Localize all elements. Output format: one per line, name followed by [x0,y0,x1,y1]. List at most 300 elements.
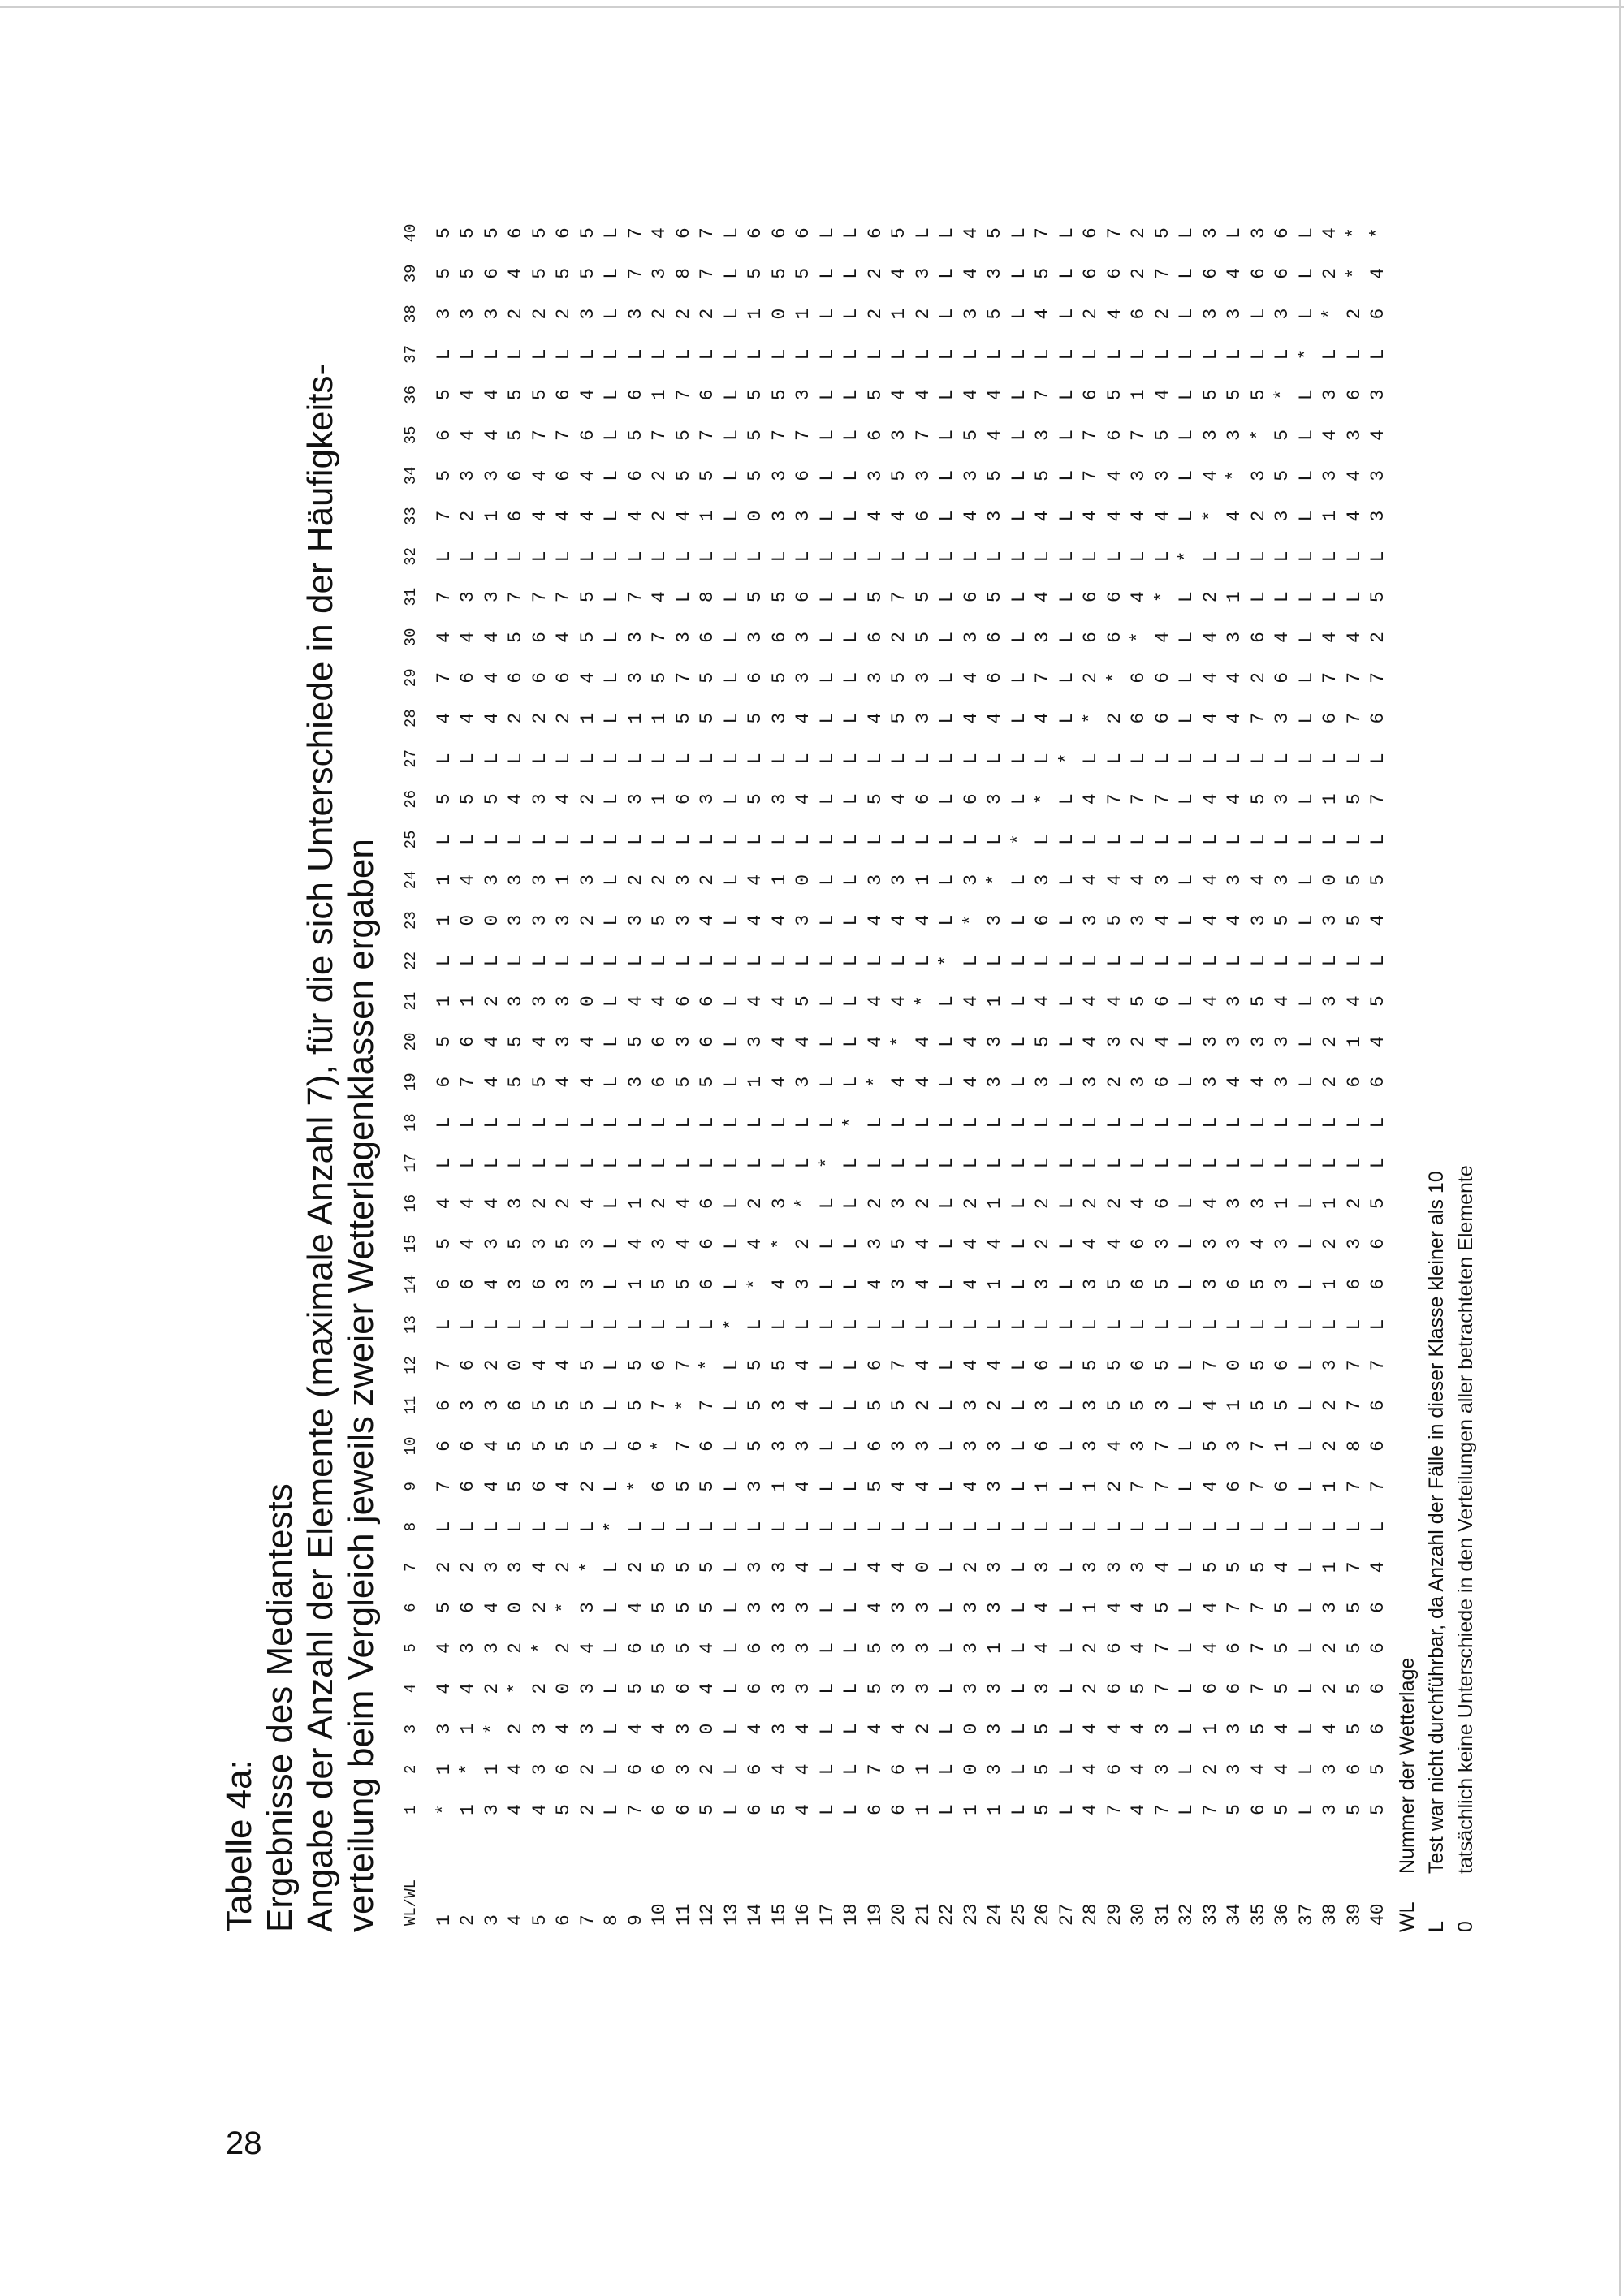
table-cell: 6 [745,1804,767,1816]
table-cell: 6 [1104,591,1125,603]
table-cell: 5 [433,1238,455,1249]
table-row [888,213,912,1932]
column-header: 30 [402,628,420,647]
column-header: 27 [402,749,420,768]
table-cell: L [793,1318,814,1331]
table-cell: 5 [960,429,982,441]
table-cell: 2 [505,308,527,320]
table-cell: 5 [433,793,455,805]
table-cell: 3 [505,1278,527,1290]
table-cell: 7 [768,429,790,441]
table-cell: L [1008,389,1030,401]
table-cell: 0 [697,1723,719,1735]
table-cell: 7 [1247,712,1269,724]
table-cell: 2 [697,308,719,320]
table-cell: 3 [745,1602,767,1614]
table-cell: L [840,1521,862,1533]
table-cell: L [1176,1318,1198,1331]
table-cell: 1 [745,308,767,320]
column-header: 17 [402,1153,420,1172]
table-cell: 6 [1343,1278,1365,1290]
table-cell: L [1367,1521,1389,1533]
table-cell: 2 [529,1198,551,1210]
table-cell: 6 [1224,1480,1246,1492]
table-cell: L [481,1157,503,1169]
table-row [624,213,648,1932]
table-cell: 5 [1272,1682,1294,1694]
table-cell: 4 [1272,1561,1294,1573]
table-cell: L [936,1804,958,1816]
table-cell: 4 [1367,914,1389,926]
table-cell: L [840,1561,862,1573]
table-cell: 0 [793,874,814,886]
table-cell: 6 [1367,1682,1389,1694]
table-cell: 5 [1367,591,1389,603]
table-cell: 1 [433,914,455,926]
column-header: 37 [402,345,420,364]
table-cell: 3 [888,874,910,886]
table-cell: L [1080,1521,1102,1533]
table-cell: L [912,227,934,239]
table-cell: 4 [1272,632,1294,643]
column-header: 5 [402,1643,420,1653]
table-cell: 6 [624,469,646,481]
table-cell: 4 [864,1278,886,1290]
table-cell: L [505,1318,527,1331]
table-cell: 6 [1272,267,1294,279]
table-row [935,213,960,1932]
table-cell: L [672,550,694,563]
table-cell: L [720,1036,742,1047]
table-cell: 5 [1247,1723,1269,1735]
table-cell: L [720,914,742,926]
table-cell: 4 [1247,1763,1269,1776]
table-cell: 5 [984,591,1006,603]
table-cell: 7 [1343,712,1365,724]
table-cell: 5 [697,671,719,684]
table-cell: 2 [864,1198,886,1210]
table-cell: 3 [457,469,479,481]
table-cell: 5 [984,227,1006,239]
table-cell: 3 [1247,914,1269,926]
table-cell: L [1295,632,1317,643]
table-cell: 3 [793,1440,814,1452]
table-cell: 4 [1128,1602,1150,1614]
table-cell: 4 [697,1682,719,1694]
table-cell: 3 [1272,510,1294,522]
table-cell: 5 [505,1480,527,1492]
table-cell: 3 [1199,1278,1221,1290]
table-cell: 5 [864,389,886,401]
table-cell: L [457,1318,479,1331]
table-cell: L [768,1521,790,1533]
table-cell: L [720,874,742,886]
table-cell: 4 [984,1238,1006,1249]
table-cell: 5 [768,591,790,603]
row-label: 35 [1247,1903,1269,1926]
column-header: 11 [402,1396,420,1415]
table-cell: L [481,348,503,360]
table-cell: L [433,1318,455,1331]
row-label: 27 [1056,1903,1078,1926]
table-cell: 3 [1320,389,1341,401]
table-cell: 5 [624,1359,646,1371]
table-cell: L [601,510,623,522]
table-cell: L [1056,389,1078,401]
table-cell: L [1056,429,1078,441]
table-cell: L [1176,914,1198,926]
table-cell: L [624,1318,646,1331]
table-cell: 7 [1151,1682,1173,1694]
table-cell: 3 [553,914,575,926]
table-cell: 5 [1151,1278,1173,1290]
table-cell: 4 [793,1480,814,1492]
table-cell: L [1224,1157,1246,1169]
column-header: 1 [402,1805,420,1815]
row-label: 16 [793,1903,814,1926]
table-cell: 5 [888,1400,910,1412]
table-cell: L [1008,793,1030,805]
table-cell: * [960,914,982,926]
table-cell: L [553,1157,575,1169]
row-label: 3 [481,1914,503,1926]
table-cell: L [936,1440,958,1452]
table-cell: L [984,348,1006,360]
column-header: 15 [402,1234,420,1254]
table-cell: L [649,1318,671,1331]
table-cell: 3 [505,914,527,926]
table-cell: 3 [1151,874,1173,886]
table-cell: 4 [1199,1400,1221,1412]
table-cell: 3 [481,1400,503,1412]
table-cell: 4 [1224,510,1246,522]
table-cell: 7 [1032,227,1054,239]
table-cell: 6 [505,227,527,239]
table-cell: 6 [1224,1278,1246,1290]
table-cell: 4 [793,793,814,805]
table-cell: L [720,1642,742,1654]
table-cell: 3 [1343,429,1365,441]
table-cell: L [1320,955,1341,967]
table-cell: L [840,1804,862,1816]
row-label: 20 [888,1903,910,1926]
table-cell: 4 [960,1036,982,1047]
table-cell: 6 [745,1682,767,1694]
table-cell: L [1343,955,1365,967]
table-cell: L [601,955,623,967]
table-cell: L [1056,1076,1078,1088]
table-cell: L [840,1400,862,1412]
table-cell: 6 [433,429,455,441]
table-cell: L [720,995,742,1008]
table-cell: L [1008,510,1030,522]
table-cell: L [624,834,646,845]
table-cell: L [840,712,862,724]
table-cell: 3 [888,1440,910,1452]
table-cell: L [433,1521,455,1533]
table-cell: 6 [697,1440,719,1452]
table-cell: L [1176,1723,1198,1735]
table-cell: L [1056,995,1078,1008]
table-cell: L [697,753,719,765]
table-cell: L [864,1116,886,1129]
table-cell: 7 [1320,671,1341,684]
table-cell: 4 [888,914,910,926]
table-cell: L [720,1521,742,1533]
table-cell: 7 [624,1804,646,1816]
table-cell: L [936,1076,958,1088]
table-cell: L [745,1116,767,1129]
table-row [456,213,481,1932]
table-cell: 5 [1343,1642,1365,1654]
table-cell: 6 [1367,1440,1389,1452]
table-cell: 4 [1320,1723,1341,1735]
table-cell: 3 [553,995,575,1008]
table-cell: 3 [745,1480,767,1492]
table-cell: L [1247,834,1269,845]
table-cell: L [1199,955,1221,967]
table-cell: 4 [1367,429,1389,441]
table-cell: L [1272,348,1294,360]
table-cell: L [481,1521,503,1533]
table-cell: 6 [1080,389,1102,401]
table-cell: 4 [1343,469,1365,481]
table-cell: L [720,1723,742,1735]
table-cell: 5 [457,267,479,279]
table-cell: * [1151,591,1173,603]
table-cell: L [601,1763,623,1776]
table-cell: * [672,1400,694,1412]
table-cell: L [1176,874,1198,886]
table-cell: L [1056,550,1078,563]
table-cell: L [888,955,910,967]
table-cell: L [601,1561,623,1573]
table-cell: L [840,632,862,643]
table-cell: 7 [672,389,694,401]
column-header: 28 [402,709,420,727]
table-cell: L [1080,1157,1102,1169]
table-cell: 3 [1367,469,1389,481]
table-cell: 1 [1320,1278,1341,1290]
row-label: 23 [960,1903,982,1926]
table-cell: L [1224,834,1246,845]
table-cell: L [1008,1480,1030,1492]
table-cell: L [1104,550,1125,563]
table-cell: 3 [1224,1723,1246,1735]
table-cell: 4 [960,1359,982,1371]
table-cell: L [840,550,862,563]
table-cell: L [1272,1157,1294,1169]
row-label: 15 [768,1903,790,1926]
table-cell: L [936,914,958,926]
table-cell: L [936,227,958,239]
table-cell: 5 [433,469,455,481]
table-row [1246,213,1271,1932]
table-cell: L [1176,510,1198,522]
table-cell: 4 [1128,874,1150,886]
table-cell: L [1104,955,1125,967]
column-header: 31 [402,587,420,606]
table-cell: * [529,1642,551,1654]
table-cell: L [1056,1642,1078,1654]
table-row [815,213,840,1932]
table-cell: L [1176,469,1198,481]
table-cell: 4 [697,1642,719,1654]
table-cell: 2 [624,1561,646,1573]
table-row [792,213,816,1932]
table-cell: L [936,429,958,441]
table-cell: 2 [1320,267,1341,279]
table-cell: 4 [457,1682,479,1694]
legend-text: Nummer der Wetterlage [1396,1657,1419,1874]
table-cell: 4 [745,874,767,886]
table-cell: 6 [433,1440,455,1452]
table-cell: L [1008,227,1030,239]
table-cell: 1 [433,1763,455,1776]
table-cell: 4 [960,1278,982,1290]
table-cell: L [960,1116,982,1129]
table-cell: 6 [457,1602,479,1614]
table-cell: L [816,429,838,441]
table-cell: L [745,834,767,845]
table-cell: 1 [1343,1036,1365,1047]
table-cell: 5 [672,1278,694,1290]
table-cell: 4 [793,1723,814,1735]
table-cell: 3 [1367,510,1389,522]
table-cell: 5 [553,1238,575,1249]
table-cell: L [1008,671,1030,684]
table-cell: L [1343,834,1365,845]
table-cell: 5 [529,227,551,239]
table-cell: 7 [672,1359,694,1371]
table-cell: L [720,955,742,967]
table-cell: 3 [1032,1561,1054,1573]
table-cell: L [1176,348,1198,360]
table-cell: 5 [649,1561,671,1573]
table-cell: 6 [697,1278,719,1290]
table-cell: 3 [553,1036,575,1047]
table-cell: L [1008,267,1030,279]
table-cell: L [888,753,910,765]
row-label: 31 [1151,1903,1173,1926]
column-header: 9 [402,1482,420,1491]
table-cell: 5 [864,591,886,603]
table-cell: L [840,429,862,441]
column-header: 21 [402,991,420,1011]
table-cell: L [936,389,958,401]
table-cell: L [720,712,742,724]
table-cell: L [936,874,958,886]
table-cell: L [936,469,958,481]
table-cell: 3 [1224,1763,1246,1776]
table-cell: 4 [649,591,671,603]
table-cell: 2 [1199,591,1221,603]
table-cell: L [888,550,910,563]
table-cell: 3 [577,308,598,320]
table-cell: 7 [649,632,671,643]
table-cell: L [816,1116,838,1129]
table-cell: 3 [481,469,503,481]
table-cell: 4 [1104,308,1125,320]
table-cell: 5 [1128,995,1150,1008]
table-cell: 2 [649,510,671,522]
table-cell: 2 [1128,267,1150,279]
table-cell: 3 [1128,1440,1150,1452]
table-cell: L [936,753,958,765]
table-cell: L [720,753,742,765]
table-cell: L [601,1116,623,1129]
table-cell: 6 [697,1238,719,1249]
table-cell: L [720,1682,742,1694]
table-cell: 6 [672,995,694,1008]
table-cell: L [720,1440,742,1452]
table-cell: L [577,550,598,563]
table-cell: 3 [1199,1036,1221,1047]
table-cell: 3 [793,1602,814,1614]
table-cell: 3 [672,1036,694,1047]
table-cell: L [936,1359,958,1371]
table-cell: L [936,1561,958,1573]
table-cell: L [936,995,958,1008]
table-cell: * [864,1076,886,1088]
table-cell: L [816,874,838,886]
table-cell: 4 [984,429,1006,441]
table-cell: * [888,1036,910,1047]
table-cell: * [649,1440,671,1452]
table-cell: L [624,550,646,563]
table-cell: 3 [984,1763,1006,1776]
table-cell: L [1367,550,1389,563]
table-cell: L [840,914,862,926]
table-cell: L [601,1400,623,1412]
table-cell: 1 [984,995,1006,1008]
table-cell: 3 [768,469,790,481]
table-cell: L [936,793,958,805]
column-header: 6 [402,1603,420,1612]
table-cell: 4 [864,1602,886,1614]
table-cell: 7 [529,429,551,441]
table-cell: 6 [649,1076,671,1088]
table-cell: 5 [864,793,886,805]
table-cell: 4 [768,995,790,1008]
table-cell: L [624,1157,646,1169]
table-cell: L [840,348,862,360]
table-cell: 3 [624,1076,646,1088]
table-row [480,213,504,1932]
table-cell: L [1056,510,1078,522]
table-cell: L [816,267,838,279]
table-cell: 0 [457,914,479,926]
table-cell: 5 [1343,1602,1365,1614]
table-cell: 7 [1032,671,1054,684]
table-cell: 3 [1247,469,1269,481]
table-cell: 5 [1367,874,1389,886]
table-cell: L [624,955,646,967]
table-cell: 3 [481,1238,503,1249]
table-cell: 6 [457,1278,479,1290]
table-cell: 7 [624,591,646,603]
table-cell: L [1176,308,1198,320]
table-cell: 4 [505,267,527,279]
table-cell: 3 [1320,914,1341,926]
table-cell: 4 [1128,510,1150,522]
table-cell: L [816,550,838,563]
table-cell: L [1080,955,1102,967]
table-cell: L [1295,227,1317,239]
table-cell: 5 [1247,995,1269,1008]
table-cell: 6 [1104,1763,1125,1776]
table-cell: 6 [457,671,479,684]
